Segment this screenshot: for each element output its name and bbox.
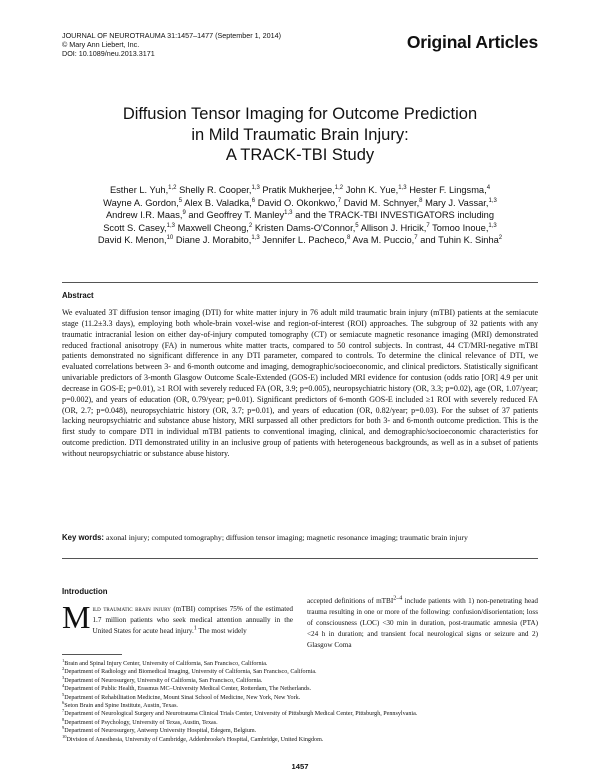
footnote-number: 6: [62, 700, 65, 705]
footnote: [62, 674, 538, 685]
abstract-text: We evaluated 3T diffusion tensor imaging (DTI) for white matter injury in 76 adult mild traumatic brain injury (mTBI) patients at the semiacute stage (11.2±3.3 days), employing both whole-brain voxel-wise and region-of-interest (ROI) approaches. The subgroup of 32 patients with any traumatic intracranial lesion on either day-of-injury computed tomography (CT) or semiacute magnetic resonance imaging (MRI) demonstrated reduced fractional anisotropy (FA) in numerous white matter tracts, compared to 50 control subjects. In contrast, 44 CT/MRI-negative mTBI patients demonstrated no significant difference in any DTI parameter, compared to controls. To determine the clinical relevance of DTI, we evaluated correlations between 3- and 6-month outcome and imaging, demographic/socioeconomic, and clinical predictors. Statistically significant univariable predictors of 3-month Glasgow Outcome Scale-Extended (GOS-E) included MRI evidence for contusion (odds ratio [OR] 4.9 per unit decrease in GOS-E; p=0.01), ≥1 ROI with severely reduced FA (OR, 3.9; p=0.005), neuropsychiatric history (OR, 3.3; p=0.02), age (OR, 1.07/year; p=0.002), and years of education (OR, 0.79/year; p=0.01). Significant predictors of 6-month GOS-E included ≥1 ROI with severely reduced FA (OR, 2.7; p=0.048), neuropsychiatric history (OR, 3.7; p=0.01), and years of education (OR, 0.82/year; p=0.03). For the subset of 37 patients lacking neuropsychiatric and substance abuse history, MRI surpassed all other predictors for both 3- and 6-month outcome prediction. This is the first study to compare DTI in individual mTBI patients to conventional imaging, clinical, and demographic/socioeconomic characteristics for outcome prediction. DTI demonstrated utility in an inclusive group of patients with heterogeneous backgrounds, as well as in a subset of patients without neuropsychiatric or substance abuse history.: [62, 308, 538, 458]
author-affiliation: 1,3: [398, 184, 407, 191]
author-name: Jennifer L. Pacheco,: [262, 235, 348, 246]
author-affiliation: 5: [355, 222, 359, 229]
footnote-text: Department of Public Health, Erasmus MC–University Medical Center, Rotterdam, The Netherlands.: [64, 686, 311, 693]
title-line-3: A TRACK-TBI Study: [225, 146, 375, 164]
citation-ref: 2–4: [393, 595, 403, 602]
author-affiliation: 6: [251, 197, 256, 204]
footnote: [62, 710, 538, 718]
author-affiliation: 1,2: [334, 184, 344, 191]
author-name: Ava M. Puccio,: [352, 235, 415, 246]
author-name: Allison J. Hricik,: [360, 222, 427, 233]
author-name: Diane J. Morabito,: [175, 235, 252, 246]
footnote-text: Seton Brain and Spine Institute, Austin, Texas.: [64, 703, 178, 710]
author-name: and the TRACK-TBI INVESTIGATORS including: [295, 210, 495, 221]
author-name: Andrew I.R. Maas,: [105, 210, 183, 221]
affiliation-footnotes: [62, 657, 538, 744]
author-line: [60, 197, 540, 210]
author-name: Maxwell Cheong,: [177, 222, 249, 233]
author-name: Esther L. Yuh,: [109, 185, 169, 195]
author-affiliation: 7: [337, 197, 342, 204]
footnote: [62, 668, 538, 676]
author-affiliation: 1,3: [251, 235, 260, 242]
footnote: [62, 716, 538, 727]
footnote-number: 3: [62, 674, 65, 680]
doi-line: DOI: 10.1089/neu.2013.3171: [62, 49, 155, 59]
citation-ref: 1: [193, 625, 197, 632]
author-name: David M. Schnyer,: [343, 197, 420, 208]
page-number: 1457: [291, 762, 309, 771]
footnote-number: 10: [62, 733, 67, 739]
author-affiliation: 9: [182, 210, 186, 217]
footnote-text: Division of Anesthesia, University of Cambridge, Addenbrooke's Hospital, Cambridge, United Kingdom.: [66, 736, 324, 743]
author-affiliation: 4: [486, 184, 491, 191]
author-name: Kristen Dams-O'Connor,: [254, 222, 356, 233]
author-line: [60, 184, 540, 197]
intro-right-text-1: accepted definitions of mTBI: [307, 597, 394, 605]
author-name: Mary J. Vassar,: [425, 197, 489, 208]
title-line-2: in Mild Traumatic Brain Injury:: [191, 125, 409, 144]
footnote: [62, 657, 538, 668]
author-name: John K. Yue,: [345, 185, 399, 195]
title-line-1: Diffusion Tensor Imaging for Outcome Prediction: [122, 105, 478, 123]
author-name: David O. Okonkwo,: [257, 197, 338, 208]
author-name: Wayne A. Gordon,: [103, 197, 179, 208]
footnote-rule: [62, 654, 122, 655]
footnote-text: Department of Rehabilitation Medicine, Mount Sinai School of Medicine, New York, New York.: [64, 694, 301, 701]
author-affiliation: 1,2: [168, 184, 177, 191]
author-affiliation: 1,3: [166, 222, 175, 229]
article-type-label: Original Articles: [406, 32, 538, 52]
intro-column-left: [62, 599, 293, 637]
abstract-bottom-rule: [62, 558, 538, 559]
author-line: [60, 209, 540, 222]
keywords: [62, 533, 538, 544]
footnote: [62, 691, 538, 702]
author-name: David K. Menon,: [97, 235, 167, 246]
footnote: [62, 685, 538, 693]
author-affiliation: 8: [419, 197, 423, 204]
author-name: and Geoffrey T. Manley: [188, 210, 285, 221]
author-name: Shelly R. Cooper,: [179, 185, 252, 195]
footnote-number: 4: [62, 683, 65, 689]
author-affiliation: 1,3: [284, 210, 293, 217]
footnote-text: Department of Psychology, University of Texas, Austin, Texas.: [64, 719, 218, 726]
keywords-label: Key words:: [62, 533, 105, 542]
keywords-text: axonal injury; computed tomography; diffusion tensor imaging; magnetic resonance imaging; traumatic brain injury: [105, 533, 468, 542]
intro-left-tail: The most widely: [196, 627, 247, 635]
footnote: [62, 727, 538, 735]
author-affiliation: 1,3: [488, 222, 497, 229]
journal-header: [62, 31, 281, 59]
abstract-top-rule: [62, 282, 538, 283]
drop-cap: M: [62, 599, 91, 635]
footnote-number: 7: [62, 708, 65, 714]
footnote-number: 5: [62, 691, 65, 697]
footnote: [62, 733, 538, 744]
intro-column-right: [307, 596, 538, 651]
introduction-heading: Introduction: [62, 587, 108, 596]
copyright-line: © Mary Ann Liebert, Inc.: [62, 40, 140, 50]
author-line: [60, 234, 540, 247]
footnote-text: Department of Neurosurgery, Antwerp University Hospital, Edegem, Belgium.: [64, 728, 257, 735]
author-affiliation: 1,3: [488, 197, 497, 204]
footnote-text: Brain and Spinal Injury Center, University of California, San Francisco, California.: [64, 661, 268, 667]
abstract-heading: Abstract: [62, 291, 94, 300]
footnote-number: 1: [62, 657, 65, 663]
footnote-number: 9: [62, 725, 65, 731]
footnote-text: Department of Radiology and Biomedical Imaging, University of California, San Francisco, California.: [64, 669, 317, 676]
author-affiliation: 7: [426, 222, 430, 229]
author-name: and Tuhin K. Sinha: [420, 235, 499, 246]
author-line: [60, 222, 540, 235]
author-affiliation: 2: [248, 222, 253, 229]
author-name: Scott S. Casey,: [103, 222, 167, 233]
author-affiliation: 1,3: [251, 184, 260, 191]
article-title: [60, 104, 540, 166]
author-affiliation: 7: [414, 235, 418, 242]
footnote-number: 8: [62, 716, 65, 722]
intro-left-text: (mTBI) comprises 75% of the estimated 1.7 million patients who seek medical attention annually in the United States for acute head injury.: [92, 605, 293, 635]
journal-citation: JOURNAL OF NEUROTRAUMA 31:1457–1477 (September 1, 2014): [62, 31, 282, 40]
author-name: Pratik Mukherjee,: [262, 185, 335, 195]
author-affiliation: 10: [166, 235, 174, 242]
author-affiliation: 2: [498, 235, 503, 242]
footnote: [62, 702, 538, 710]
author-name: Hester F. Lingsma,: [409, 185, 487, 195]
intro-smallcaps: ild traumatic brain injury: [92, 605, 171, 613]
footnote-number: 2: [62, 666, 65, 672]
footnote-text: Department of Neurological Surgery and Neurotrauma Clinical Trials Center, University of Pittsburgh Medical Center, Pittsburgh, Pennsylvania.: [64, 711, 418, 718]
author-list: [60, 184, 540, 247]
intro-right-text-2: include patients with 1) non-penetrating head trauma resulting in one or more of the following: confusion/disorientation; loss of consciousness (LOC) <30 min in duration, post-traumatic amnesia (PTA) <24 h in duration; and transient focal neurological signs or seizure and 2) Glasgow Coma: [307, 597, 538, 649]
author-affiliation: 8: [347, 235, 351, 242]
author-affiliation: 5: [178, 197, 183, 204]
footnote-text: Department of Neurosurgery, University of California, San Francisco, California.: [64, 677, 263, 684]
author-name: Alex B. Valadka,: [184, 197, 252, 208]
author-name: Tomoo Inoue,: [432, 222, 489, 233]
